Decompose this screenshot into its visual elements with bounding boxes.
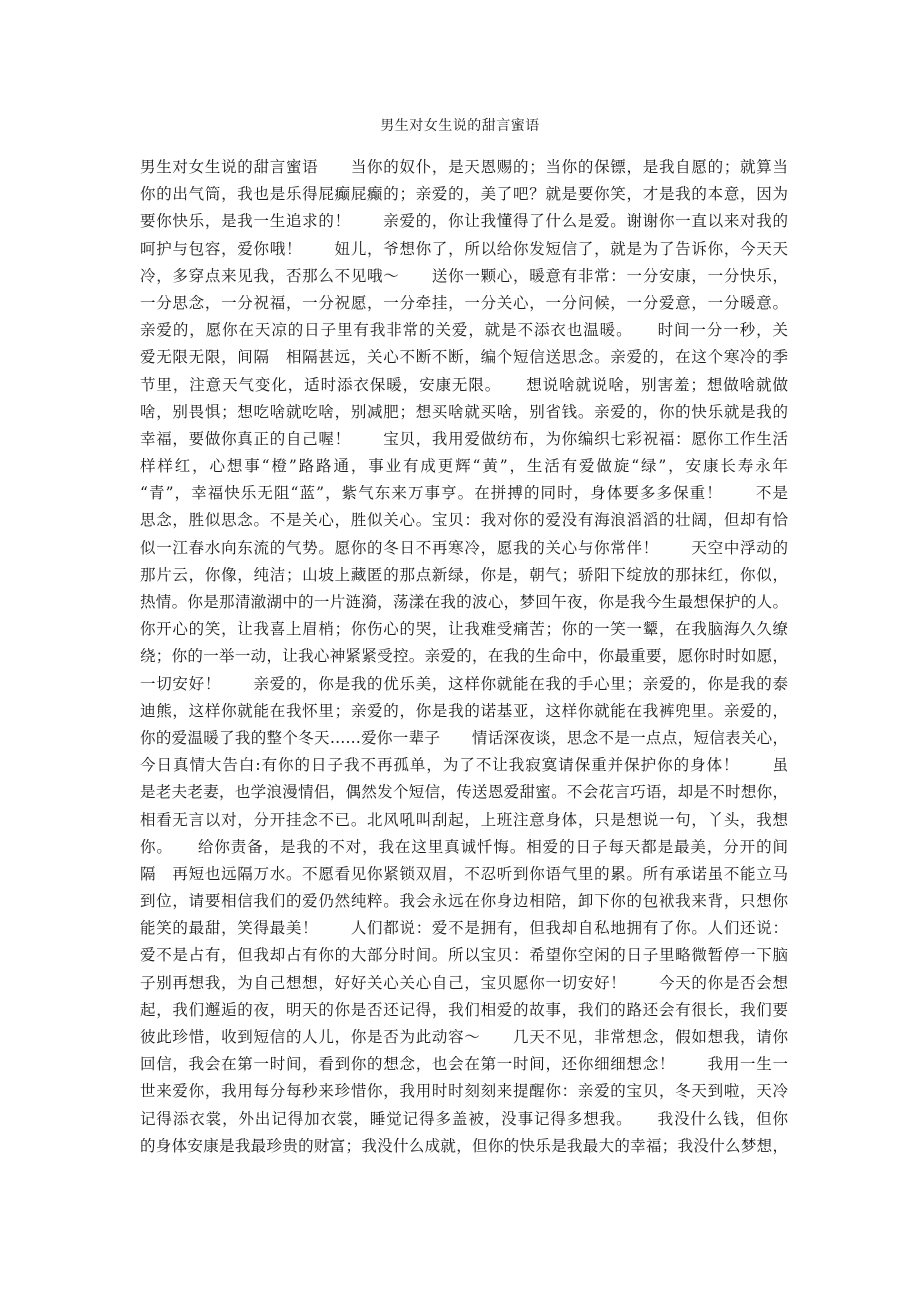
body-text-line: 节里，注意天气变化，适时添衣保暖，安康无限。 想说啥就说啥，别害羞；想做啥就做 <box>140 375 788 394</box>
body-text-line: 要你快乐，是我一生追求的！ 亲爱的，你让我懂得了什么是爱。谢谢你一直以来对我的 <box>140 212 788 231</box>
body-text-line: 亲爱的，愿你在天凉的日子里有我非常的关爱，就是不添衣也温暖。 时间一分一秒，关 <box>140 321 788 340</box>
body-text-line: 一分思念，一分祝福，一分祝愿，一分牵挂，一分关心，一分问候，一分爱意，一分暖意。 <box>140 293 788 312</box>
body-text-line: 到位，请要相信我们的爱仍然纯粹。我会永远在你身边相陪，卸下你的包袱我来背，只想你 <box>140 892 788 911</box>
body-text-line: 的身体安康是我最珍贵的财富；我没什么成就，但你的快乐是我最大的幸福；我没什么梦想， <box>140 1136 788 1155</box>
body-text-line: 迪熊，这样你就能在我怀里；亲爱的，你是我的诺基亚，这样你就能在我裤兜里。亲爱的， <box>140 701 788 720</box>
document-body <box>140 154 788 1160</box>
body-text-line: 今日真情大告白:有你的日子我不再孤单，为了不让我寂寞请保重并保护你的身体！ 虽 <box>140 756 788 775</box>
body-text-line: 似一江春水向东流的气势。愿你的冬日不再寒冷，愿我的关心与你常伴！ 天空中浮动的 <box>140 538 788 557</box>
body-text-line: 回信，我会在第一时间，看到你的想念，也会在第一时间，还你细细想念！ 我用一生一 <box>140 1055 788 1074</box>
body-text-line: 彼此珍惜，收到短信的人儿，你是否为此动容～ 几天不见，非常想念，假如想我，请你 <box>140 1028 788 1046</box>
body-text-line: 能笑的最甜，笑得最美！ 人们都说：爱不是拥有，但我却自私地拥有了你。人们还说： <box>140 919 788 938</box>
body-text-line: 你。 给你责备，是我的不对，我在这里真诚忏悔。相爱的日子每天都是最美，分开的间 <box>140 837 788 856</box>
body-text-line: 幸福，要做你真正的自己喔！ 宝贝，我用爱做纺布，为你编织七彩祝福：愿你工作生活 <box>140 429 788 448</box>
body-text-line: “青”，幸福快乐无阻“蓝”，紫气东来万事亨。在拼搏的同时，身体要多多保重！ 不是 <box>140 484 788 503</box>
document-title: 男生对女生说的甜言蜜语 <box>380 118 540 134</box>
body-text-line: 一切安好！ 亲爱的，你是我的优乐美，这样你就能在我的手心里；亲爱的，你是我的泰 <box>140 674 788 693</box>
body-text-line: 样样红，心想事“橙”路路通，事业有成更辉“黄”，生活有爱做旋“绿”，安康长寿永年 <box>140 457 788 476</box>
body-text-line: 男生对女生说的甜言蜜语 当你的奴仆，是天恩赐的；当你的保镖，是我自愿的；就算当 <box>140 158 788 176</box>
body-text-line: 隔 再短也远隔万水。不愿看见你紧锁双眉，不忍听到你语气里的累。所有承诺虽不能立马 <box>140 864 788 883</box>
body-text-line: 你的出气筒，我也是乐得屁癫屁癫的；亲爱的，美了吧？就是要你笑，才是我的本意，因为 <box>140 185 788 204</box>
body-text-line: 呵护与包容，爱你哦！ 妞儿，爷想你了，所以给你发短信了，就是为了告诉你，今天天 <box>140 239 788 258</box>
body-text-line: 你开心的笑，让我喜上眉梢；你伤心的哭，让我难受痛苦；你的一笑一颦，在我脑海久久缭 <box>140 620 788 639</box>
body-text-line: 思念，胜似思念。不是关心，胜似关心。宝贝：我对你的爱没有海浪滔滔的壮阔，但却有恰 <box>140 511 788 530</box>
body-text-line: 相看无言以对，分开挂念不已。北风吼叫刮起，上班注意身体，只是想说一句，丫头，我想 <box>140 810 788 829</box>
body-text-line: 冷，多穿点来见我，否那么不见哦～ 送你一颗心，暖意有非常：一分安康，一分快乐， <box>140 266 788 285</box>
body-text-line: 爱无限无限，间隔 相隔甚远，关心不断不断，编个短信送思念。亲爱的，在这个寒冷的季 <box>140 348 788 367</box>
body-text-line: 世来爱你，我用每分每秒来珍惜你，我用时时刻刻来提醒你：亲爱的宝贝，冬天到啦，天冷 <box>140 1082 788 1101</box>
body-text-line: 是老夫老妻，也学浪漫情侣，偶然发个短信，传送恩爱甜蜜。不会花言巧语，却是不时想你， <box>140 783 788 802</box>
body-text-line: 你的爱温暖了我的整个冬天……爱你一辈子 情话深夜谈，思念不是一点点，短信表关心， <box>140 728 788 747</box>
body-text-line: 爱不是占有，但我却占有你的大部分时间。所以宝贝：希望你空闲的日子里略微暂停一下脑 <box>140 946 788 965</box>
body-text-line: 起，我们邂逅的夜，明天的你是否还记得，我们相爱的故事，我们的路还会有很长，我们要 <box>140 1000 788 1019</box>
body-text-line: 绕；你的一举一动，让我心神紧紧受控。亲爱的，在我的生命中，你最重要，愿你时时如愿， <box>140 647 788 666</box>
body-text-line: 啥，别畏惧；想吃啥就吃啥，别减肥；想买啥就买啥，别省钱。亲爱的，你的快乐就是我的 <box>140 402 788 421</box>
body-text-line: 热情。你是那清澈湖中的一片涟漪，荡漾在我的波心，梦回午夜，你是我今生最想保护的人。 <box>140 593 788 611</box>
body-text-line: 子别再想我，为自己想想，好好关心关心自己，宝贝愿你一切安好！ 今天的你是否会想 <box>140 973 788 992</box>
body-text-line: 那片云，你像，纯洁；山坡上藏匿的那点新绿，你是，朝气；骄阳下绽放的那抹红，你似， <box>140 565 788 584</box>
body-text-line: 记得添衣裳，外出记得加衣裳，睡觉记得多盖被，没事记得多想我。 我没什么钱，但你 <box>140 1109 788 1128</box>
